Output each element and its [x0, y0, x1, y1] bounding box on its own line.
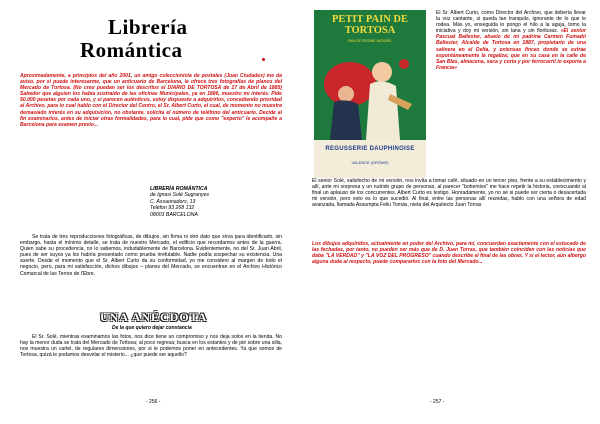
right-page — [300, 0, 600, 424]
column-quote: «El senior Pascual Ballester, abuelo de mi padrina Carmen Fumadó Ballester, Alcalde de Tortosa en 1887, propietario de una salinera en el Delta, y extensas fincas donde se extrae espontáneamente la regaliza; que en su casa en la calle de San Blas, almacena, seca y corta y por ferrocarril lo exporta a Francia» — [436, 28, 587, 71]
address-phone: Telèfon 93 268 132 — [150, 205, 195, 212]
poster-figures — [320, 44, 420, 140]
page-number-right: - 257 - — [430, 399, 445, 405]
address-name: LIBRERÍA ROMÁNTICA — [150, 186, 208, 192]
address-city: 08003 BARCELONA — [150, 211, 198, 218]
title-line-1: Librería — [108, 15, 188, 39]
poster-city: VALENCE (DRÔME) — [351, 160, 389, 165]
address-street: C. Assaonadors, 13 — [150, 198, 196, 205]
right-column-text — [436, 10, 586, 71]
body-paragraph-1: Se trata de tres reproducciones fotográficas, de dibujos, sin firma ni otro dato que sirva para identificarlo, sin embargo, hasta el mínimo detalle, se trata de nuestro Mercado, el edificio que recordamos antes de la guerra. Quien sabe su procedencia, no lo sabemos, indudablemente de Barcelona. Evidentemente, no del Sr. Juan Abril, pues de ser suyos ya los habría presentado como prueba irrefutable. Nadie podía sospechar su existencia. Una suerte. Desde el momento que el Sr. Albert Curto da su conformidad, yo me considero al margen de todo el negocio, pero, para mi satisfacción, dichos dibujos – planos del Mercado, se encuentran en el Archivo Histórico Comarcal de las Terres de l'Ebre. — [20, 234, 282, 277]
body-paragraph-2: El Sr. Solé, mientras examinamos las fotos, nos dice tiene un compromiso y nos deja solos en la tienda. No hay la menor duda se trata del Mercado de Tortosa; al poco regresa; busca en los estantes y de pié sobre una silla, nos muestra un cartel, de regulares dimensiones, por si le podemos poner en antecedentes. Ya que somos de Tortosa, quizá le podamos desvelar el misterio... ¿que puede ser aquello? — [20, 334, 282, 359]
anecdote-subtitle: De la que quiero dejar constancia — [112, 325, 192, 331]
bookshop-address — [150, 186, 209, 218]
poster-image — [314, 10, 426, 178]
address-owner: de Ignasi Solé Sugranyes — [150, 192, 210, 199]
anecdote-title: UNA ANÉCDOTA — [100, 310, 208, 324]
right-body-paragraph: El senior Solé, satisfecho de mi versión, nos invita a tomar café, situado en un tercer piso, frente a su establecimiento y allí, ante mi sorpresa y un nutrido grupo de personas, al parecer "bohemios" me hace repetir la historia, coescuando al final un aplauso de los concurrentes. Albert Curto es testigo. Honradamente, yo no sé si puede ser cierta o desacertada mi versión, pero esto es lo que sucedió. Al final, entre las personas allí reunidas, hablo con una señora de edad avanzada, llamada Assumpta Feliu Tomás, nieta del Arquitecto Juan Torras — [312, 178, 586, 209]
column-text: El Sr. Albert Curto, como Director del Archivo, que debería llevar la voz cantante, si queda tan tranquilo, ignorante de lo que le rodea. Más yo, enseguida lo pongo el hilo a la aguja, tomo la iniciativa y doy mi versión, sin lana y sin florituras. — [436, 10, 586, 35]
poster-brand: REGUSSERIE DAUPHINOISE — [325, 146, 415, 152]
title-line-2: Romántica — [80, 38, 183, 62]
poster-header: PETIT PAIN DE TORTOSA — [331, 14, 409, 36]
closing-paragraph: Los dibujos adquiridos, actualmente en poder del Archivo, para mí, concuerdan exactamente con el estucado de las fechadas, por tanto, no pueden ser más que de D. Juan Torras, que también coinciden con las noticias que daba "LA VERDAD" y "LA VOZ DEL PROGRESO" cuando describe el final de las obras. Y si el lector, aún albergo alguna duda al respecto, puede compararlos con la foto del Mercado... — [312, 241, 586, 266]
page-number-left: - 256 - — [146, 399, 161, 405]
poster-subheader: PAIN DE REGIME NATUREL — [347, 39, 393, 43]
title-dot — [262, 58, 265, 61]
intro-paragraph: Aproximadamente, a principios del año 2001, un amigo coleccionista de postales (Juan Ciudades) me da aviso, por si puede interesarme, que un anticuario de Barcelona, le ofrece tres fotografías de planos del Mercado de Tortosa. (No creo puedan ser los descritos el DIARIO DE TORTOSA de 17 de Abril de 1885) Sabedor que alguien los había sustraído de las oficinas Municipales, ya en 1886, muestro mi interés. Pide 50.000 pesetas por cada uno, y si parecen auténticos, estoy dispuesto a adquirirlos, concediendo prioridad al Archivo, para lo cual hablo con el Director del Centro, el Sr. Albert Curto, el cual, de momento no muestra demasiado interés en su adquisición, no obstante, solicita el número de teléfono del anticuario. Decide al fin examinarlos, antes de iniciar otras formalidades, para lo cual, pide que como "experto" le acompañe a Barcelona para examen previo... — [20, 73, 282, 128]
